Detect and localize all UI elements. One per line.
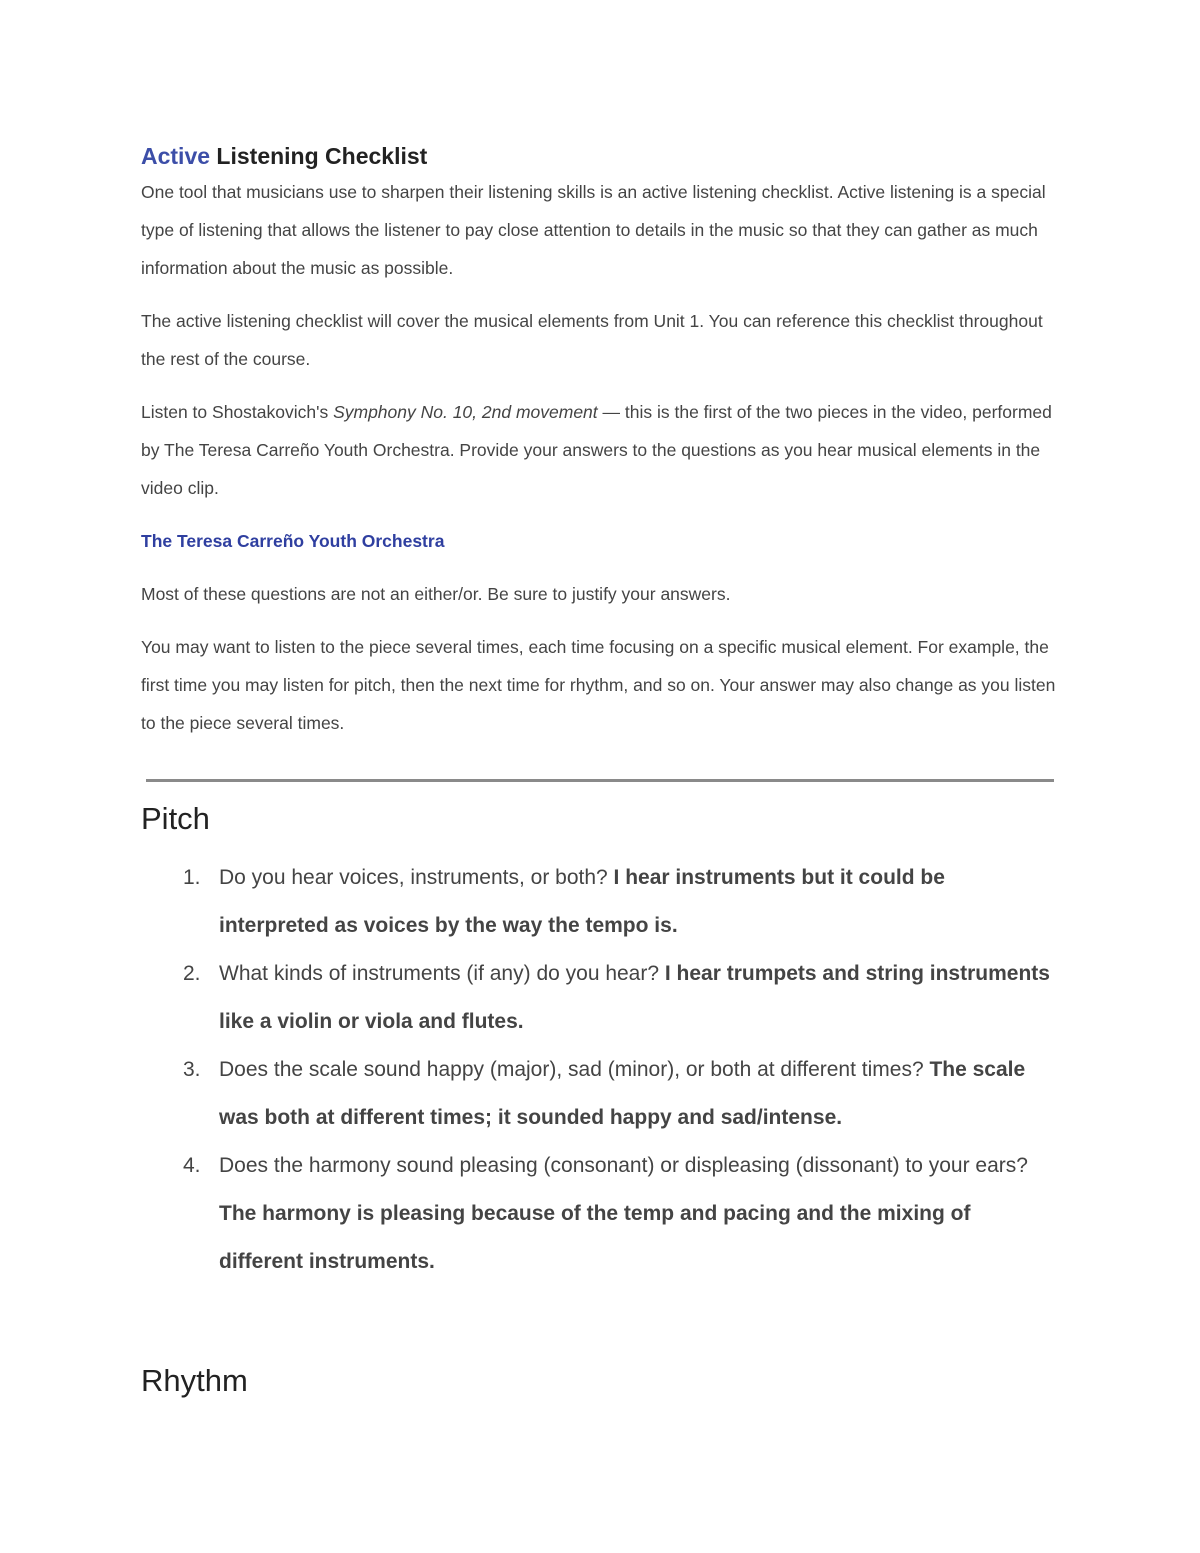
- title-rest: Listening Checklist: [210, 143, 428, 169]
- intro-paragraph-5: You may want to listen to the piece several times, each time focusing on a specific musical element. For example, the first time you may listen for pitch, then the next time for rhythm, and so on. Your answer may also change as you listen to the piece several times.: [141, 637, 1056, 733]
- list-item: [141, 1046, 1057, 1142]
- section-divider: [146, 779, 1054, 782]
- answer-text: The scale was both at different times; it sounded happy and sad/intense.: [219, 1058, 1026, 1129]
- p3-text-after: — this is the first of the two pieces in the video, performed by The Teresa Carreño Youth Orchestra. Provide your answers to the questions as you hear musical elements in the video clip.: [141, 402, 1052, 498]
- intro-paragraph-1: One tool that musicians use to sharpen their listening skills is an active listening checklist. Active listening is a special type of listening that allows the listener to pay close attention to details in the music so that they can gather as much information about the music as possible.: [141, 182, 1046, 278]
- question-text: Does the scale sound happy (major), sad (minor), or both at different times?: [219, 1058, 930, 1081]
- answer-text: I hear instruments but it could be interpreted as voices by the way the tempo is.: [219, 866, 945, 937]
- list-item: [141, 950, 1057, 1046]
- list-item: [141, 854, 1057, 950]
- question-text: What kinds of instruments (if any) do you hear?: [219, 962, 665, 985]
- intro-paragraph-3: [141, 393, 1057, 507]
- intro-paragraph-2: The active listening checklist will cover the musical elements from Unit 1. You can reference this checklist throughout the rest of the course.: [141, 311, 1043, 369]
- intro-paragraph-4: Most of these questions are not an either/or. Be sure to justify your answers.: [141, 584, 731, 604]
- question-number: 1.: [183, 866, 201, 889]
- rhythm-heading: Rhythm: [141, 1363, 248, 1398]
- answer-text: The harmony is pleasing because of the temp and pacing and the mixing of different instruments.: [219, 1202, 971, 1273]
- question-text: Do you hear voices, instruments, or both?: [219, 866, 614, 889]
- pitch-heading: Pitch: [141, 801, 210, 836]
- p3-text-before: Listen to Shostakovich's: [141, 402, 334, 422]
- document-page: [141, 140, 1057, 1406]
- document-title: [141, 140, 1057, 172]
- pitch-question-list: [141, 854, 1057, 1286]
- orchestra-video-link[interactable]: The Teresa Carreño Youth Orchestra: [141, 531, 445, 551]
- question-number: 4.: [183, 1154, 201, 1177]
- answer-text: I hear trumpets and string instruments like a violin or viola and flutes.: [219, 962, 1050, 1033]
- question-number: 2.: [183, 962, 201, 985]
- question-text: Does the harmony sound pleasing (consonant) or displeasing (dissonant) to your ears?: [219, 1154, 1028, 1177]
- piece-title: Symphony No. 10, 2nd movement: [333, 402, 598, 422]
- title-accent-word: Active: [141, 143, 211, 169]
- list-item: [141, 1142, 1057, 1286]
- question-number: 3.: [183, 1058, 201, 1081]
